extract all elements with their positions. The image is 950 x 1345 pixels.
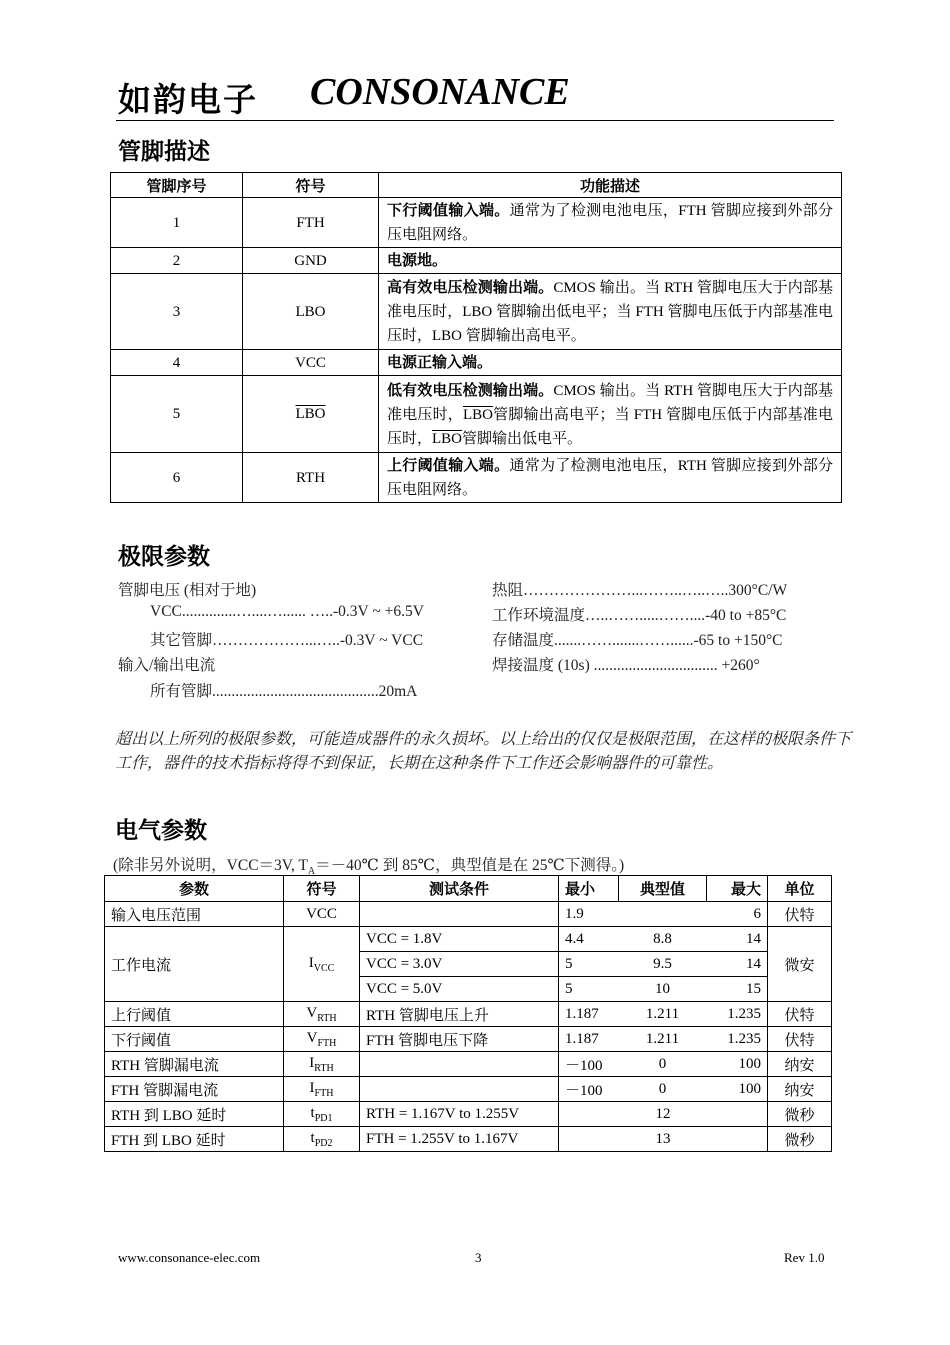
condition: VCC = 1.8V (360, 927, 559, 952)
table-row (111, 274, 842, 350)
symbol: $V_{FTH}$ (284, 1027, 360, 1052)
elec-header-min: 最小 (559, 876, 619, 902)
pin-desc-bold: 上行阈值输入端。 (387, 456, 510, 474)
pin-num: 3 (111, 274, 243, 350)
cond-text: (除非另外说明，VCC＝3V, T (113, 857, 308, 874)
table-row (105, 1077, 832, 1102)
unit: 微安 (768, 927, 832, 1002)
pin-desc-bold: 电源地。 (387, 251, 448, 269)
condition: RTH 管脚电压上升 (360, 1002, 559, 1027)
param: RTH 到 LBO 延时 (105, 1102, 284, 1127)
min: 1.9 (559, 902, 619, 927)
typ (619, 902, 707, 927)
typ: 0 (619, 1077, 707, 1102)
pin-desc-overline: $\overline{LBO}$ (462, 406, 493, 423)
elec-header-unit: 单位 (768, 876, 832, 902)
pin-desc (379, 350, 842, 376)
limit-left-2: 其它管脚………………...…..-0.3V ~ VCC (150, 632, 424, 649)
param: FTH 到 LBO 延时 (105, 1127, 284, 1152)
min: 5 (559, 952, 619, 977)
electrical-conditions (113, 853, 624, 877)
table-row (111, 376, 842, 453)
max: 6 (707, 902, 768, 927)
min: －100 (559, 1077, 619, 1102)
electrical-table (104, 875, 832, 1152)
table-row (111, 453, 842, 503)
typ: 12 (559, 1102, 768, 1127)
pin-desc-bold: 高有效电压检测输出端。 (387, 278, 554, 296)
typ: 10 (619, 977, 707, 1002)
symbol: $I_{VCC}$ (284, 927, 360, 1002)
condition: VCC = 3.0V (360, 952, 559, 977)
pin-symbol: RTH (243, 453, 379, 503)
elec-header-symbol: 符号 (284, 876, 360, 902)
unit: 伏特 (768, 1002, 832, 1027)
limit-left-1: VCC..............…....…...... …..-0.3V ~ +6.5V (150, 603, 424, 620)
pin-section-title: 管脚描述 (118, 139, 210, 165)
elec-header-param: 参数 (105, 876, 284, 902)
pin-symbol (243, 376, 379, 453)
pin-desc (379, 198, 842, 248)
pin-symbol: FTH (243, 198, 379, 248)
min: 5 (559, 977, 619, 1002)
limit-right-0: 热阻…………………...……..…..…..300°C/W (492, 582, 788, 599)
table-row (111, 350, 842, 376)
limit-left-3: 输入/输出电流 (118, 657, 216, 674)
max: 100 (707, 1077, 768, 1102)
pin-num: 4 (111, 350, 243, 376)
elec-header-cond: 测试条件 (360, 876, 559, 902)
table-row (105, 902, 832, 927)
symbol: $I_{FTH}$ (284, 1077, 360, 1102)
condition (360, 1077, 559, 1102)
param: 下行阈值 (105, 1027, 284, 1052)
pin-desc-text: CMOS 输出。当 RTH 管脚电压大于内部基准电压时， (387, 382, 833, 423)
pin-desc-text: CMOS 输出。当 RTH 管脚电压大于内部基准电压时，LBO 管脚输出低电平；当 FTH 管脚电压低于内部基准电压时，LBO 管脚输出高电平。 (387, 280, 833, 344)
pin-desc (379, 453, 842, 503)
pin-table (110, 172, 842, 503)
elec-header-max: 最大 (707, 876, 768, 902)
table-row (105, 927, 832, 952)
pin-header-symbol: 符号 (243, 173, 379, 198)
param: 工作电流 (105, 927, 284, 1002)
table-row (105, 1002, 832, 1027)
pin-desc-bold: 下行阈值输入端。 (387, 201, 510, 219)
elec-header-typ: 典型值 (619, 876, 707, 902)
limit-left-4: 所有管脚...........................................20mA (150, 683, 418, 700)
max: 14 (707, 927, 768, 952)
pin-desc (379, 376, 842, 453)
symbol: VCC (284, 902, 360, 927)
pin-desc-bold: 电源正输入端。 (387, 353, 493, 371)
pin-header-function: 功能描述 (379, 173, 842, 198)
condition (360, 1052, 559, 1077)
pin-header-num: 管脚序号 (111, 173, 243, 198)
max: 15 (707, 977, 768, 1002)
pin-symbol: LBO (243, 274, 379, 350)
footer-url: www.consonance-elec.com (118, 1250, 261, 1265)
unit: 伏特 (768, 902, 832, 927)
condition: RTH = 1.167V to 1.255V (360, 1102, 559, 1127)
max: 14 (707, 952, 768, 977)
footer-revision: Rev 1.0 (784, 1250, 825, 1265)
limit-left-0: 管脚电压 (相对于地) (118, 582, 257, 599)
param: 上行阈值 (105, 1002, 284, 1027)
unit: 纳安 (768, 1077, 832, 1102)
unit: 伏特 (768, 1027, 832, 1052)
cond-text: ＝－40℃ 到 85℃，典型值是在 25℃下测得。) (315, 857, 625, 874)
limit-right-1: 工作环境温度…..…….....……....-40 to +85°C (492, 607, 787, 624)
pin-num: 5 (111, 376, 243, 453)
limits-note: 超出以上所列的极限参数，可能造成器件的永久损坏。以上给出的仅仅是极限范围，在这样的极限条件下工作，器件的技术指标将得不到保证，长期在这种条件下工作还会影响器件的可靠性。 (115, 731, 852, 772)
pin-desc-overline: $\overline{LBO}$ (432, 430, 463, 447)
max: 100 (707, 1052, 768, 1077)
param: 输入电压范围 (105, 902, 284, 927)
typ: 1.211 (619, 1027, 707, 1052)
condition: VCC = 5.0V (360, 977, 559, 1002)
table-row (105, 1052, 832, 1077)
table-row (105, 1127, 832, 1152)
table-row (111, 198, 842, 248)
pin-symbol-overline: $\overline{LBO}$ (295, 406, 326, 422)
footer-page-number: 3 (475, 1250, 482, 1265)
pin-desc-text: 通常为了检测电池电压，FTH 管脚应接到外部分压电阻网络。 (387, 203, 833, 243)
symbol: $t_{PD2}$ (284, 1127, 360, 1152)
cond-sub: A (307, 866, 316, 878)
limits-section-title: 极限参数 (118, 544, 210, 570)
limit-right-2: 存储温度.......…….......……......-65 to +150°C (492, 632, 783, 649)
pin-symbol: VCC (243, 350, 379, 376)
typ: 9.5 (619, 952, 707, 977)
min: 4.4 (559, 927, 619, 952)
min: 1.187 (559, 1002, 619, 1027)
unit: 微秒 (768, 1102, 832, 1127)
unit: 纳安 (768, 1052, 832, 1077)
param: FTH 管脚漏电流 (105, 1077, 284, 1102)
condition (360, 902, 559, 927)
pin-desc-text: 通常为了检测电池电压，RTH 管脚应接到外部分压电阻网络。 (387, 458, 833, 498)
max: 1.235 (707, 1027, 768, 1052)
min: 1.187 (559, 1027, 619, 1052)
symbol: $t_{PD1}$ (284, 1102, 360, 1127)
unit: 微秒 (768, 1127, 832, 1152)
table-row (111, 248, 842, 274)
table-row (105, 1102, 832, 1127)
pin-num: 6 (111, 453, 243, 503)
typ: 1.211 (619, 1002, 707, 1027)
max: 1.235 (707, 1002, 768, 1027)
typ: 0 (619, 1052, 707, 1077)
symbol: $V_{RTH}$ (284, 1002, 360, 1027)
pin-num: 2 (111, 248, 243, 274)
pin-desc-bold: 低有效电压检测输出端。 (387, 380, 554, 399)
param: RTH 管脚漏电流 (105, 1052, 284, 1077)
electrical-section-title: 电气参数 (115, 818, 207, 844)
pin-symbol: GND (243, 248, 379, 274)
brand-chinese: 如韵电子 (118, 80, 258, 119)
condition: FTH 管脚电压下降 (360, 1027, 559, 1052)
symbol: $I_{RTH}$ (284, 1052, 360, 1077)
condition: FTH = 1.255V to 1.167V (360, 1127, 559, 1152)
min: －100 (559, 1052, 619, 1077)
typ: 13 (559, 1127, 768, 1152)
pin-desc (379, 274, 842, 350)
limit-right-3: 焊接温度 (10s) ................................ +260° (492, 657, 760, 674)
typ: 8.8 (619, 927, 707, 952)
brand-english: CONSONANCE (310, 71, 570, 113)
table-row (105, 1027, 832, 1052)
pin-num: 1 (111, 198, 243, 248)
pin-desc (379, 248, 842, 274)
header-rule (116, 120, 834, 121)
pin-desc-text: 管脚输出低电平。 (462, 430, 583, 447)
pin-desc-text: 管脚输出高电平；当 FTH 管脚电压低于内部基准电压时， (387, 406, 833, 447)
